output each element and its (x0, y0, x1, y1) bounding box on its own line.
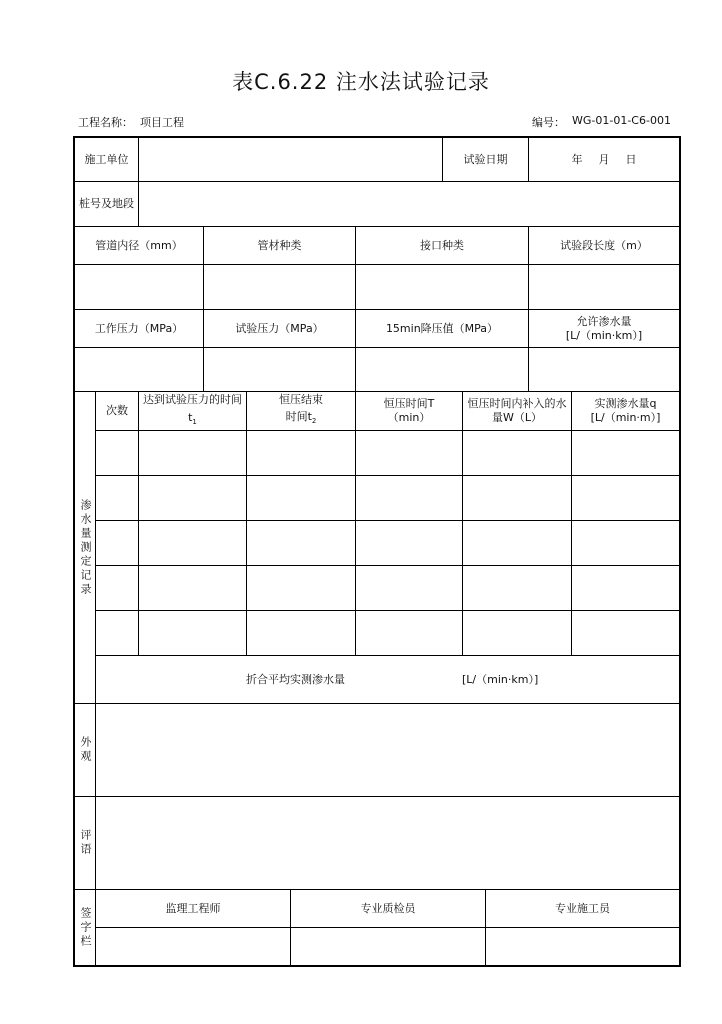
signature-side-label: 签字栏 (79, 906, 92, 949)
table-border-bottom (73, 965, 680, 967)
constant-time-title: 恒压时间T (383, 397, 435, 410)
t1-header (139, 392, 246, 430)
comment-label: 评语 (79, 829, 92, 857)
t2-header (247, 392, 355, 430)
t2-header-text: 恒压结束 (279, 393, 323, 407)
table-row[interactable] (96, 431, 679, 475)
date-month: 月 (598, 152, 610, 166)
constructor-signature-field[interactable] (486, 928, 679, 965)
constructor-label: 专业施工员 (555, 901, 610, 915)
comment-field[interactable] (96, 797, 679, 889)
supervisor-signature-field[interactable] (96, 928, 290, 965)
constant-time-header (356, 392, 462, 430)
constant-time-unit: （min） (387, 411, 431, 424)
allowable-seepage-title: 允许渗水量 (576, 314, 632, 328)
water-added-header (463, 392, 571, 430)
station-section-field[interactable] (139, 182, 679, 226)
average-seepage-unit: [L/（min·km）] (462, 672, 539, 686)
table-row[interactable] (96, 611, 679, 655)
quality-inspector-signature-field[interactable] (291, 928, 485, 965)
table-border-right (679, 136, 681, 967)
allowable-seepage-unit: [L/（min·km）] (565, 328, 643, 342)
test-date-field[interactable] (529, 138, 679, 181)
pipe-diameter-field[interactable] (75, 265, 203, 309)
test-length-header: 试验段长度（m） (560, 238, 648, 252)
station-section-label: 桩号及地段 (79, 197, 134, 210)
times-header: 次数 (106, 404, 128, 417)
seepage-record-side-label: 渗水量测定记录 (79, 498, 92, 597)
page-title: 表C.6.22 注水法试验记录 (232, 70, 490, 94)
appearance-label: 外观 (79, 736, 92, 764)
water-added-unit: 量W（L） (491, 411, 542, 424)
construction-unit-field[interactable] (139, 138, 442, 181)
work-pressure-field[interactable] (75, 348, 203, 391)
allowable-seepage-field[interactable] (529, 348, 679, 391)
t2-var: 时间t (285, 410, 312, 424)
record-number-label: 编号： (532, 116, 565, 129)
joint-type-header: 接口种类 (420, 238, 464, 252)
pipe-diameter-header: 管道内径（mm） (95, 238, 183, 252)
quality-inspector-label: 专业质检员 (360, 901, 416, 915)
measured-seepage-unit: [L/（min·m）] (590, 411, 661, 424)
measured-seepage-header (572, 392, 679, 430)
t1-header-text: 达到试验压力的时间 (143, 393, 242, 406)
date-year: 年 (571, 152, 583, 166)
joint-type-field[interactable] (356, 265, 528, 309)
appearance-field[interactable] (96, 704, 679, 796)
t1-var: t (188, 411, 193, 424)
project-name-label: 工程名称： (78, 116, 133, 129)
pipe-material-field[interactable] (204, 265, 355, 309)
average-seepage-label: 折合平均实测渗水量 (246, 672, 345, 686)
work-pressure-header: 工作压力（MPa） (94, 321, 184, 335)
test-length-field[interactable] (529, 265, 679, 309)
record-number-value: WG-01-01-C6-001 (572, 114, 671, 127)
t2-sub: 2 (311, 417, 317, 426)
test-date-label: 试验日期 (463, 152, 508, 166)
t1-symbol (188, 411, 197, 429)
table-row[interactable] (96, 566, 679, 610)
date-day: 日 (625, 152, 637, 166)
water-added-title: 恒压时间内补入的水 (467, 397, 567, 410)
construction-unit-label: 施工单位 (84, 152, 129, 166)
t2-symbol (286, 410, 317, 428)
allowable-seepage-header (529, 310, 679, 347)
pressure-drop-header: 15min降压值（MPa） (385, 321, 499, 335)
test-pressure-field[interactable] (204, 348, 355, 391)
row-line (95, 655, 680, 656)
supervisor-label: 监理工程师 (165, 901, 221, 915)
pipe-material-header: 管材种类 (257, 238, 302, 252)
test-pressure-header: 试验压力（MPa） (235, 321, 324, 335)
pressure-drop-field[interactable] (356, 348, 528, 391)
measured-seepage-title: 实测渗水量q (594, 397, 657, 410)
table-row[interactable] (96, 476, 679, 520)
project-name-value: 项目工程 (140, 116, 184, 129)
t1-sub: 1 (192, 418, 197, 427)
table-row[interactable] (96, 521, 679, 565)
